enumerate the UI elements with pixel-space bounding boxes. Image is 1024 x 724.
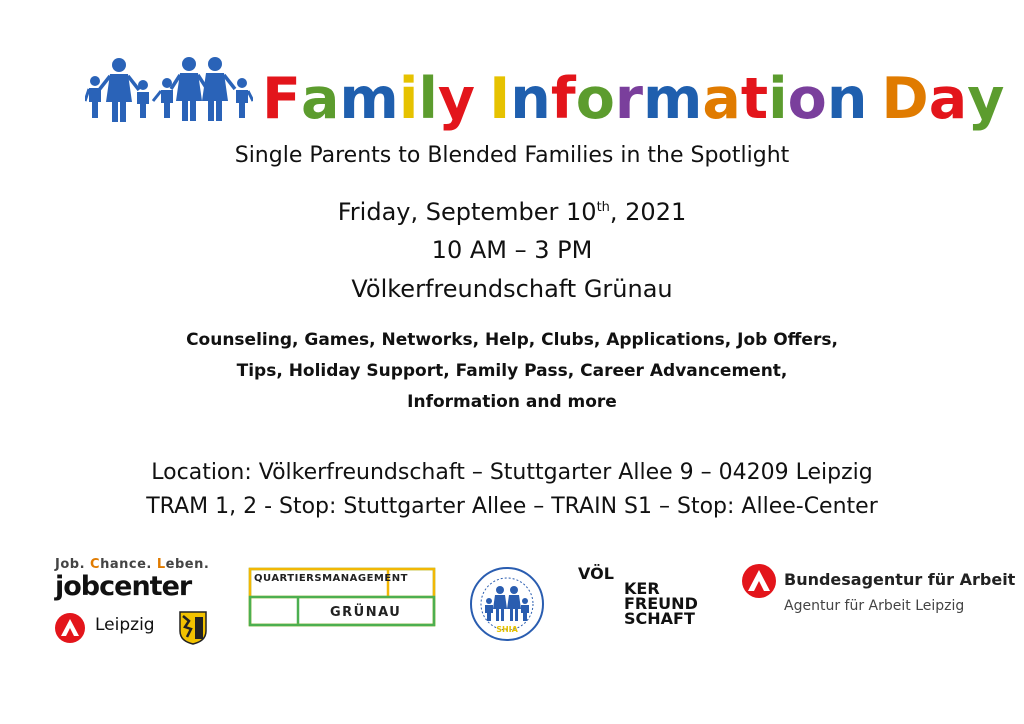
title-letter: i xyxy=(398,66,419,132)
title-letter: o xyxy=(787,66,827,132)
event-title xyxy=(262,64,1004,134)
jobcenter-city: Leipzig xyxy=(95,615,155,635)
offers-line: Tips, Holiday Support, Family Pass, Career Advancement, xyxy=(236,361,788,381)
title-letter: o xyxy=(575,66,615,132)
title-letter: y xyxy=(967,66,1005,132)
title-letter: a xyxy=(702,66,741,132)
title-letter xyxy=(475,64,489,134)
title-letter: y xyxy=(437,66,476,132)
arbeitsagentur-icon xyxy=(742,564,776,598)
title-letter: a xyxy=(928,66,968,132)
vf-line: SCHAFT xyxy=(624,609,695,628)
title-letter: n xyxy=(826,66,868,132)
voelkerfreundschaft-logo xyxy=(578,566,728,630)
title-letter: a xyxy=(300,66,340,132)
event-date xyxy=(0,198,1024,226)
shia-label: SHIA xyxy=(496,625,518,634)
title-letter: f xyxy=(550,66,576,132)
title-letter: l xyxy=(418,66,438,132)
quartiersmanagement-label: QUARTIERSMANAGEMENT xyxy=(254,573,408,584)
title-letter: I xyxy=(489,66,511,132)
bundesagentur-name: Bundesagentur für Arbeit xyxy=(784,570,1016,589)
event-date-year: , 2021 xyxy=(609,198,687,226)
location-address: Location: Völkerfreundschaft – Stuttgarter Allee 9 – 04209 Leipzig xyxy=(151,460,873,485)
title-letter: m xyxy=(642,66,703,132)
offers-line: Information and more xyxy=(407,392,617,412)
title-letter: t xyxy=(740,66,769,132)
title-letter: D xyxy=(881,66,929,132)
bundesagentur-logo xyxy=(742,562,1016,622)
event-time: 10 AM – 3 PM xyxy=(431,236,593,264)
jobcenter-tagline: Job. Chance. Leben. xyxy=(55,557,210,572)
bundesagentur-subtitle: Agentur für Arbeit Leipzig xyxy=(784,598,965,614)
arbeitsagentur-icon xyxy=(55,613,85,643)
title-letter xyxy=(867,64,881,134)
vf-line: VÖL xyxy=(578,564,614,583)
transport-info: TRAM 1, 2 - Stop: Stuttgarter Allee – TRAIN S1 – Stop: Allee-Center xyxy=(146,494,878,519)
title-letter: m xyxy=(339,66,399,132)
family-logo-icon xyxy=(85,57,253,123)
jobcenter-name: jobcenter xyxy=(55,571,192,602)
jobcenter-logo xyxy=(55,557,215,647)
title-letter: F xyxy=(262,66,301,132)
title-letter: r xyxy=(614,66,643,132)
shia-logo xyxy=(469,566,545,642)
vf-line: KER xyxy=(624,579,660,598)
event-subtitle: Single Parents to Blended Families in the Spotlight xyxy=(234,143,790,168)
event-venue: Völkerfreundschaft Grünau xyxy=(351,275,673,303)
event-date-suffix: th xyxy=(596,200,610,215)
offers-line: Counseling, Games, Networks, Help, Clubs, Applications, Job Offers, xyxy=(186,330,838,350)
quartiersmanagement-logo xyxy=(248,567,436,627)
quartiersmanagement-district: GRÜNAU xyxy=(330,605,402,620)
title-letter: i xyxy=(768,66,788,132)
leipzig-crest-icon xyxy=(179,611,207,645)
event-date-main: Friday, September 10 xyxy=(337,198,597,226)
vf-line: FREUND xyxy=(624,594,698,613)
title-letter: n xyxy=(510,66,551,132)
